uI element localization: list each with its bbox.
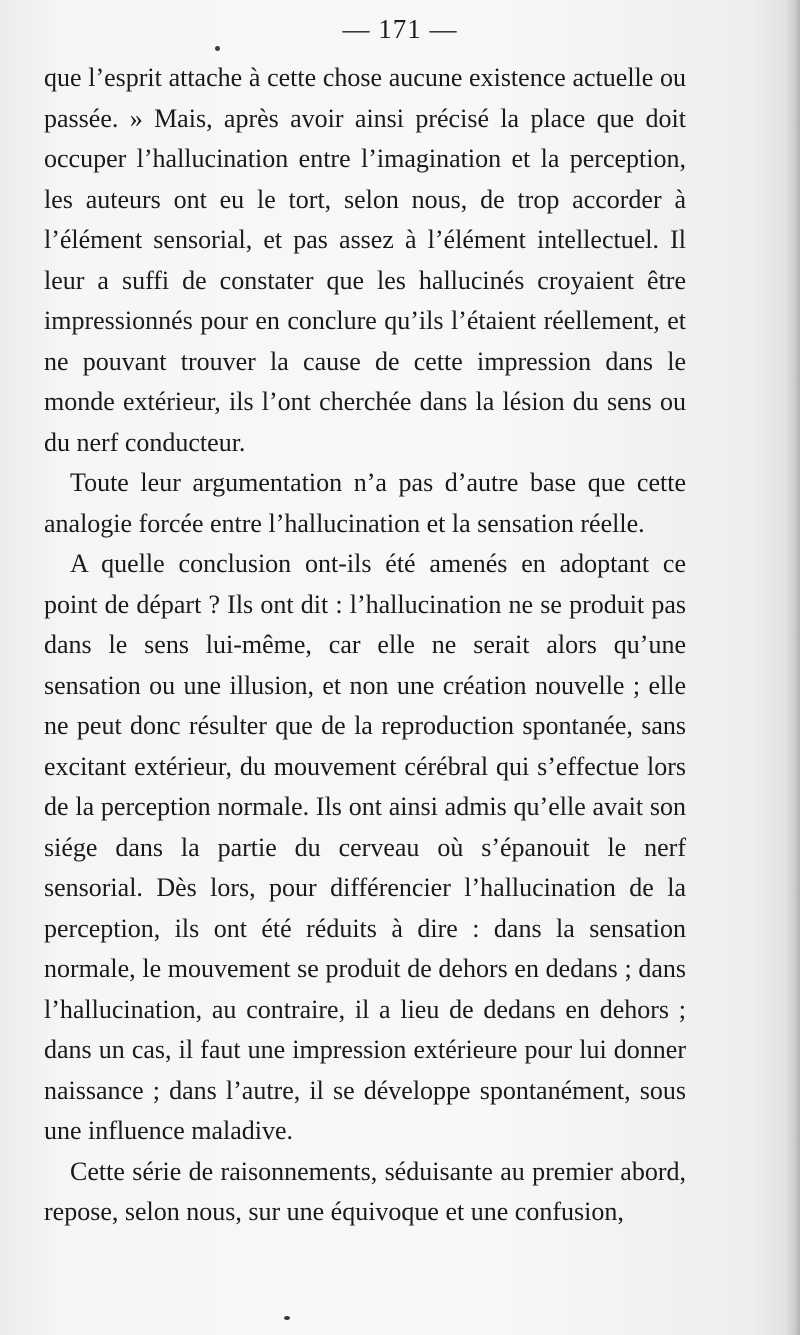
ink-speck-decoration — [284, 1316, 290, 1320]
body-text — [44, 58, 686, 1233]
paragraph-2: Toute leur argumentation n’a pas d’autre base que cette analogie forcée entre l’hallucination et la sensation réelle. — [44, 468, 686, 538]
paragraph-1: que l’esprit attache à cette chose aucune existence actuelle ou passée. » Mais, après avoir ainsi précisé la place que doit occuper l’hallucination entre l’imagination et la perception, les auteurs ont eu le tort, selon nous, de trop accorder à l’élément sensorial, et pas assez à l’élément intellectuel. Il leur a suffi de constater que les hallucinés croyaient être impressionnés pour en conclure qu’ils l’étaient réellement, et ne pouvant trouver la cause de cette impression dans le monde extérieur, ils l’ont cherchée dans la lésion du sens ou du nerf conducteur. — [44, 63, 686, 457]
page-number-header: — 171 — — [342, 14, 458, 44]
paragraph-3: A quelle conclusion ont-ils été amenés en adoptant ce point de départ ? Ils ont dit : l’hallucination ne se produit pas dans le sens lui-même, car elle ne serait alors qu’une sensation ou une illusion, et non une création nouvelle ; elle ne peut donc résulter que de la reproduction spontanée, sans excitant extérieur, du mouvement cérébral qui s’effectue lors de la perception normale. Ils ont ainsi admis qu’elle avait son siége dans la partie du cerveau où s’épanouit le nerf sensorial. Dès lors, pour différencier l’hallucination de la perception, ils ont été réduits à dire : dans la sensation normale, le mouvement se produit de dehors en dedans ; dans l’hallucination, au contraire, il a lieu de dedans en dehors ; dans un cas, il faut une impression extérieure pour lui donner naissance ; dans l’autre, il se développe spontanément, sous une influence maladive. — [44, 549, 686, 1145]
page-edge-shadow — [786, 0, 800, 1335]
paragraph-4: Cette série de raisonnements, séduisante au premier abord, repose, selon nous, sur une équivoque et une confusion, — [44, 1156, 686, 1226]
ink-speck-decoration — [215, 46, 220, 51]
